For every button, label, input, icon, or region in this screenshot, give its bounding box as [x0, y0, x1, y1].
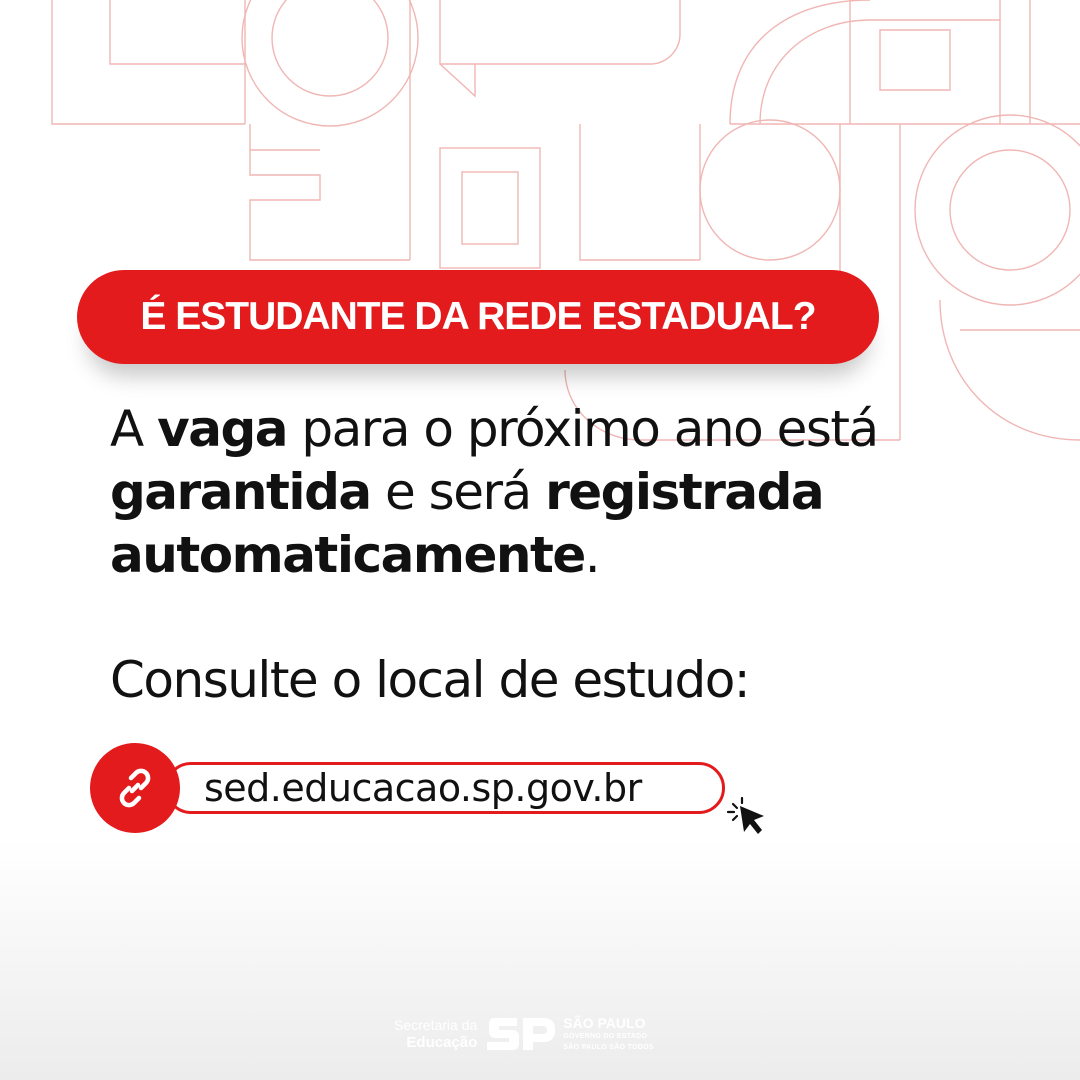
headline-text: para o próximo ano está	[286, 400, 878, 458]
headline-text: A	[110, 400, 158, 458]
headline	[110, 398, 1010, 587]
secretaria-logo	[394, 1017, 477, 1051]
secretaria-line1: Secretaria da	[394, 1017, 478, 1033]
link-icon	[113, 766, 157, 810]
headline-emphasis: garantida	[110, 463, 371, 521]
url-text[interactable]: sed.educacao.sp.gov.br	[204, 766, 642, 810]
headline-emphasis: vaga	[157, 400, 287, 458]
headline-emphasis: registrada	[545, 463, 824, 521]
question-banner	[77, 270, 879, 364]
secretaria-line2: Educação	[406, 1034, 478, 1051]
slogan: SÃO PAULO SÃO TODOS	[563, 1043, 654, 1051]
headline-text: .	[584, 526, 600, 584]
consult-label: Consulte o local de estudo:	[110, 651, 750, 709]
sao-paulo-logo	[563, 1016, 654, 1053]
headline-text: e será	[370, 463, 546, 521]
banner-question: É ESTUDANTE DA REDE ESTADUAL?	[140, 295, 816, 338]
sp-logo-mark	[485, 1016, 557, 1052]
government-label: GOVERNO DO ESTADO	[563, 1032, 648, 1040]
headline-emphasis: automaticamente	[110, 526, 585, 584]
headline-line-2	[110, 461, 1010, 524]
headline-line-3	[110, 524, 1010, 587]
background-pattern	[0, 0, 1080, 460]
link-icon-badge[interactable]	[90, 743, 180, 833]
headline-line-1	[110, 398, 1010, 461]
state-name: SÃO PAULO	[563, 1014, 646, 1031]
url-link[interactable]	[165, 762, 725, 814]
cursor-click-icon	[724, 796, 772, 840]
footer-logos	[394, 1014, 654, 1054]
